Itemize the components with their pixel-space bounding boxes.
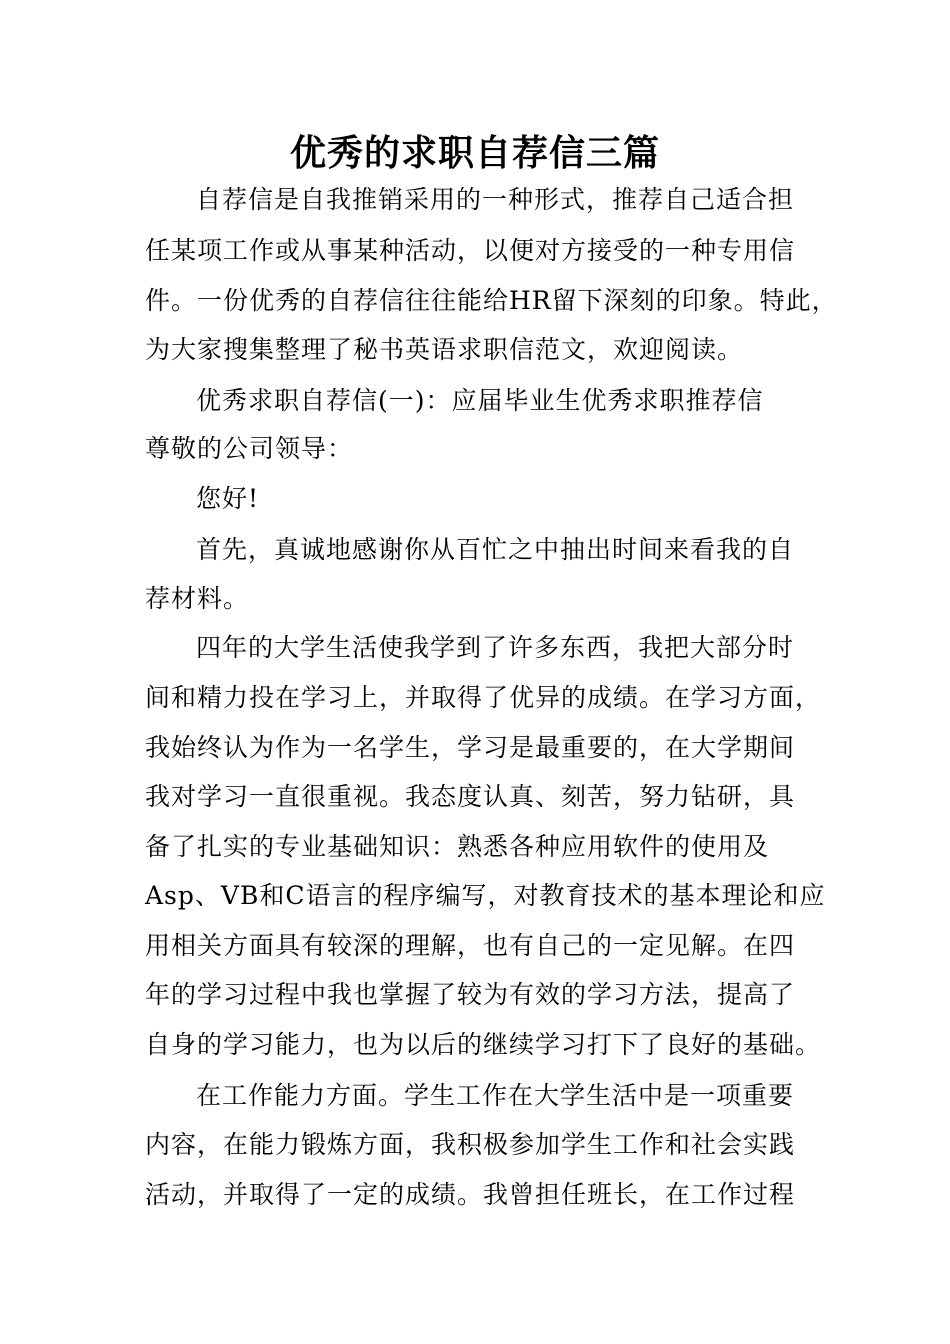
paragraph-line: 用相关方面具有较深的理解，也有自己的一定见解。在四 — [145, 931, 796, 960]
paragraph-line: Asp、VB和C语言的程序编写，对教育技术的基本理论和应 — [145, 881, 826, 910]
paragraph-line: 首先，真诚地感谢你从百忙之中抽出时间来看我的自 — [196, 535, 795, 564]
paragraph-line: 我始终认为作为一名学生，学习是最重要的，在大学期间 — [145, 733, 796, 762]
paragraph-line: 在工作能力方面。学生工作在大学生活中是一项重要 — [196, 1081, 795, 1110]
paragraph-line: 四年的大学生活使我学到了许多东西，我把大部分时 — [196, 633, 795, 662]
paragraph-line: 活动，并取得了一定的成绩。我曾担任班长，在工作过程 — [145, 1180, 796, 1209]
section-heading: 优秀求职自荐信(一)：应届毕业生优秀求职推荐信 — [196, 386, 764, 415]
document-title: 优秀的求职自荐信三篇 — [289, 132, 660, 174]
paragraph-line: 备了扎实的专业基础知识：熟悉各种应用软件的使用及 — [145, 832, 770, 861]
salutation: 尊敬的公司领导： — [145, 434, 354, 463]
paragraph-line: 内容，在能力锻炼方面，我积极参加学生工作和社会实践 — [145, 1130, 796, 1159]
paragraph-line: 任某项工作或从事某种活动，以便对方接受的一种专用信 — [145, 236, 796, 265]
paragraph-line: 间和精力投在学习上，并取得了优异的成绩。在学习方面， — [145, 683, 822, 712]
paragraph-line: 自身的学习能力，也为以后的继续学习打下了良好的基础。 — [145, 1030, 822, 1059]
paragraph-line: 我对学习一直很重视。我态度认真、刻苦，努力钻研，具 — [145, 782, 796, 811]
paragraph-line: 荐材料。 — [145, 584, 250, 613]
paragraph-line: 年的学习过程中我也掌握了较为有效的学习方法，提高了 — [145, 980, 796, 1009]
greeting: 您好! — [196, 484, 260, 513]
paragraph-line: 件。一份优秀的自荐信往往能给HR留下深刻的印象。特此， — [145, 286, 838, 315]
paragraph-line: 自荐信是自我推销采用的一种形式，推荐自己适合担 — [196, 185, 795, 214]
paragraph-line: 为大家搜集整理了秘书英语求职信范文，欢迎阅读。 — [145, 335, 744, 364]
